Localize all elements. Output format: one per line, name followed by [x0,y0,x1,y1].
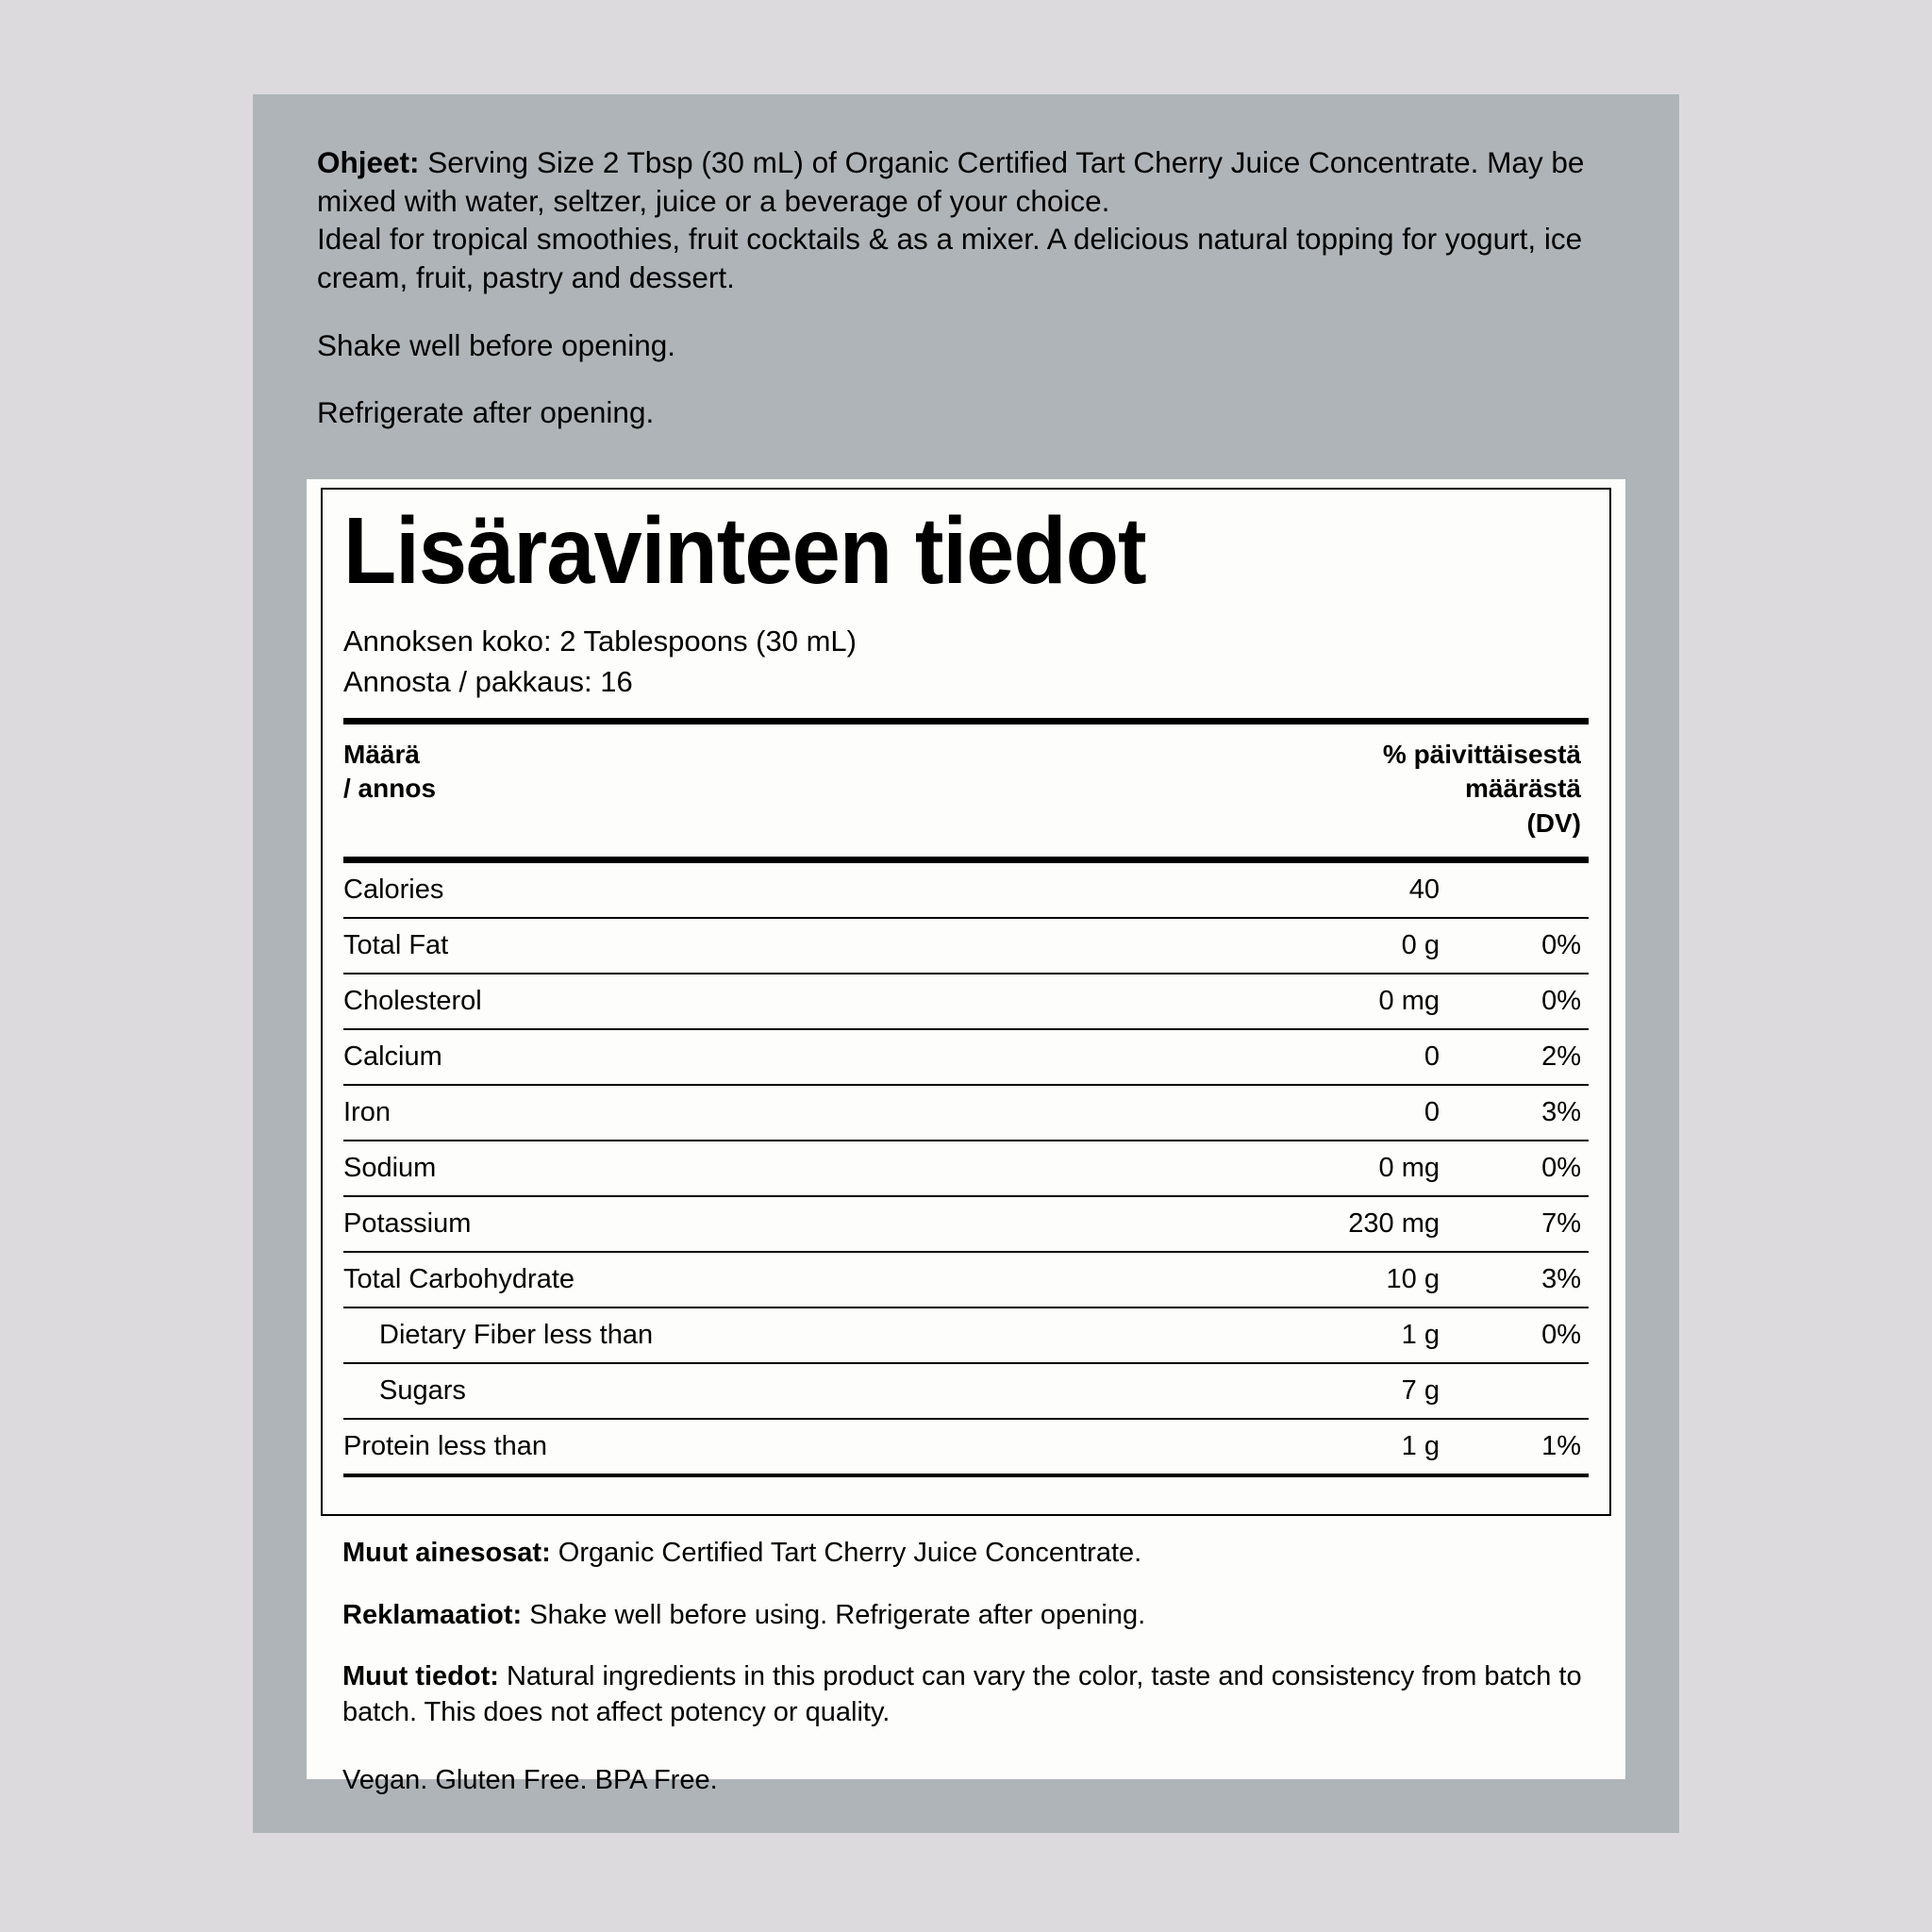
nutrient-name: Iron [343,1097,391,1128]
nutrient-name: Calcium [343,1041,442,1073]
nutrient-daily-value: 2% [1541,1041,1581,1073]
spacer [317,297,1611,326]
nutrient-name: Calories [343,874,444,906]
spacer [342,1633,1597,1659]
directions-paragraph-1 [317,143,1611,220]
nutrient-name: Dietary Fiber less than [379,1320,654,1351]
nutrient-amount: 1 g [1401,1431,1440,1462]
other-ingredients-label: Muut ainesosat: [342,1538,551,1568]
table-row [343,974,1589,1030]
serving-info-block [343,622,1589,703]
amount-header-line-2: / annos [343,774,437,804]
amount-header-line-1: Määrä [343,739,420,769]
nutrient-amount: 0 [1424,1041,1440,1073]
nutrient-daily-value: 1% [1541,1431,1581,1462]
nutrient-name: Cholesterol [343,986,482,1017]
nutrient-daily-value: 0% [1541,986,1581,1017]
nutrient-amount: 10 g [1386,1264,1440,1295]
directions-refrigerate-note: Refrigerate after opening. [317,395,655,430]
nutrient-amount: 40 [1408,874,1440,906]
table-row [343,863,1589,919]
other-info-value: Natural ingredients in this product can vary the color, taste and consistency from batch to batch. This does not affect potency or quality. [342,1661,1582,1728]
daily-value-column-header [1383,738,1589,842]
nutrient-name: Total Carbohydrate [343,1264,575,1295]
supplement-facts-panel [307,479,1625,1795]
nutrient-name: Total Fat [343,930,449,961]
nutrient-daily-value: 7% [1541,1208,1581,1240]
nutrient-name: Protein less than [343,1431,548,1462]
table-row [343,1086,1589,1141]
directions-shake-note: Shake well before opening. [317,327,676,362]
nutrient-daily-value: 0% [1541,1320,1581,1351]
serving-size: Annoksen koko: 2 Tablespoons (30 mL) [343,625,857,658]
spacer [342,1731,1597,1763]
nutrient-name: Potassium [343,1208,472,1240]
table-row [343,1253,1589,1308]
table-row [343,1141,1589,1197]
amount-column-header [343,738,436,808]
dv-header-line-3: (DV) [1526,808,1581,839]
dv-header-line-2: määrästä [1465,774,1581,804]
other-info-label: Muut tiedot: [342,1661,499,1692]
table-row [343,1364,1589,1420]
directions-paragraph-2: Ideal for tropical smoothies, fruit cocktails & as a mixer. A delicious natural topping for yogurt, ice cream, fruit, pastry and dessert. [317,222,1583,294]
other-ingredients-line [342,1536,1597,1572]
table-row [343,1197,1589,1253]
nutrient-amount: 0 mg [1378,1153,1440,1184]
footer-notes [342,1536,1597,1798]
header-bottom-rule [343,857,1589,863]
nutrient-daily-value: 0% [1541,930,1581,961]
other-ingredients-value: Organic Certified Tart Cherry Juice Concentrate. [550,1538,1142,1568]
supplement-label-card [253,94,1679,1833]
table-row [343,1420,1589,1474]
claims-value: Shake well before using. Refrigerate after opening. [522,1599,1146,1630]
supplement-facts-bordered-region [321,488,1611,1516]
page-title: Lisäravinteen tiedot [343,498,1146,604]
nutrient-name: Sodium [343,1153,437,1184]
directions-label: Ohjeet: [317,145,420,179]
directions-block [317,143,1611,432]
spacer [317,364,1611,393]
servings-per-container: Annosta / pakkaus: 16 [343,664,633,698]
product-badges: Vegan. Gluten Free. BPA Free. [342,1764,718,1795]
table-row [343,919,1589,974]
nutrient-daily-value: 3% [1541,1097,1581,1128]
dv-header-line-1: % päivittäisestä [1382,739,1581,769]
nutrient-amount: 0 [1424,1097,1440,1128]
nutrient-daily-value: 3% [1541,1264,1581,1295]
header-top-rule [343,718,1589,724]
directions-line-1: Serving Size 2 Tbsp (30 mL) of Organic Certified Tart Cherry Juice Concentrate. May be mixed with water, seltzer, juice or a beverage of your choice. [317,145,1585,218]
table-row [343,1308,1589,1364]
table-column-headers [343,724,1589,858]
nutrient-amount: 1 g [1401,1320,1440,1351]
nutrient-name: Sugars [379,1375,466,1407]
table-bottom-rule [343,1474,1589,1477]
claims-label: Reklamaatiot: [342,1599,523,1630]
nutrient-daily-value: 0% [1541,1153,1581,1184]
nutrient-amount: 0 g [1401,930,1440,961]
nutrient-amount: 0 mg [1378,986,1440,1017]
nutrient-amount: 230 mg [1348,1208,1440,1240]
spacer [342,1572,1597,1598]
other-info-line [342,1659,1597,1730]
nutrient-table [343,863,1589,1474]
nutrient-amount: 7 g [1401,1375,1440,1407]
table-row [343,1030,1589,1086]
claims-line [342,1598,1597,1634]
